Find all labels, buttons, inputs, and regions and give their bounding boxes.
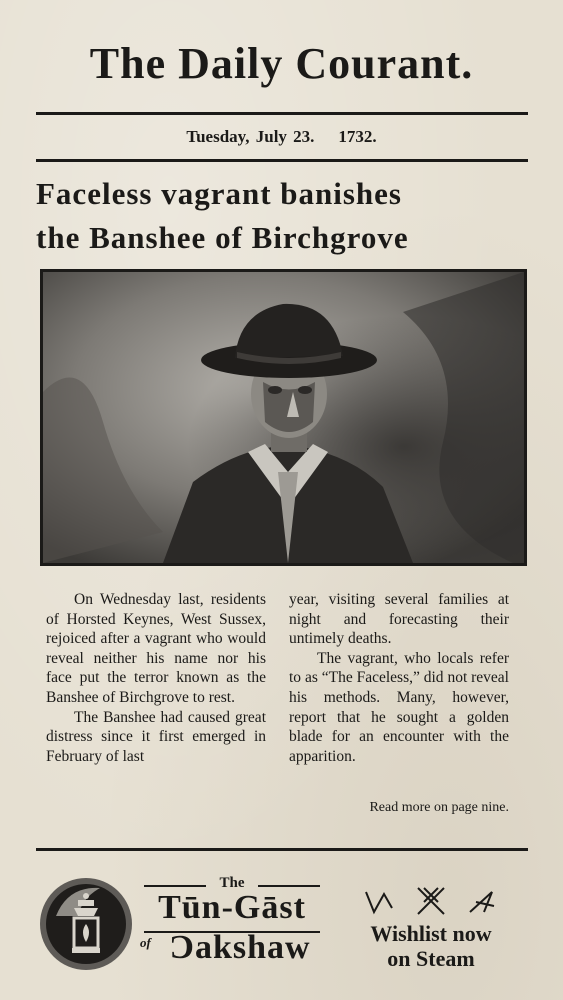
game-title-logo[interactable] bbox=[140, 873, 324, 973]
article-paragraph: year, visiting several families at night and forecasting their untimely deaths. bbox=[289, 591, 509, 648]
game-emblem[interactable] bbox=[38, 876, 134, 977]
dateline bbox=[0, 127, 563, 147]
masthead-rule-top bbox=[36, 112, 528, 115]
wishlist-line-1: Wishlist now bbox=[370, 921, 492, 946]
game-title-line-2: Ɔakshaw bbox=[169, 929, 311, 966]
date-text: Tuesday, July 23. bbox=[186, 127, 315, 146]
article-paragraph: On Wednesday last, residents of Horsted Keynes, West Sussex, rejoiced after a vagrant who would reveal neither his name nor his face put the terror known as the Banshee of Birchgrove to rest. bbox=[46, 591, 266, 706]
rune-glyphs-icon bbox=[362, 884, 502, 923]
article-column-2 bbox=[289, 590, 509, 766]
article-paragraph: The Banshee had caused great distress since it first emerged in February of last bbox=[46, 708, 266, 765]
newspaper-title: The Daily Courant. bbox=[89, 39, 474, 88]
headline bbox=[36, 172, 528, 260]
faceless-figure-illustration bbox=[43, 272, 524, 563]
read-more-note: Read more on page nine. bbox=[369, 800, 509, 815]
headline-line-1: Faceless vagrant banishes bbox=[36, 176, 402, 211]
headline-line-2: the Banshee of Birchgrove bbox=[36, 220, 409, 255]
year-text: 1732. bbox=[338, 127, 377, 146]
game-title-the: The bbox=[219, 875, 245, 891]
article-illustration bbox=[40, 269, 527, 566]
wishlist-line-2: on Steam bbox=[387, 946, 475, 971]
game-title-line-1: Tūn-Gāst bbox=[158, 889, 306, 926]
lantern-icon bbox=[38, 876, 134, 972]
game-title-of: of bbox=[140, 935, 151, 950]
wishlist-on-steam-link[interactable] bbox=[352, 921, 510, 971]
dateline-rule-bottom bbox=[36, 159, 528, 162]
footer-rule bbox=[36, 848, 528, 851]
article-paragraph: The vagrant, who locals refer to as “The Faceless,” did not reveal his methods. Many, however, report that he sought a golden blade for an encounter with the apparition. bbox=[289, 649, 509, 765]
article-column-1 bbox=[46, 590, 266, 766]
